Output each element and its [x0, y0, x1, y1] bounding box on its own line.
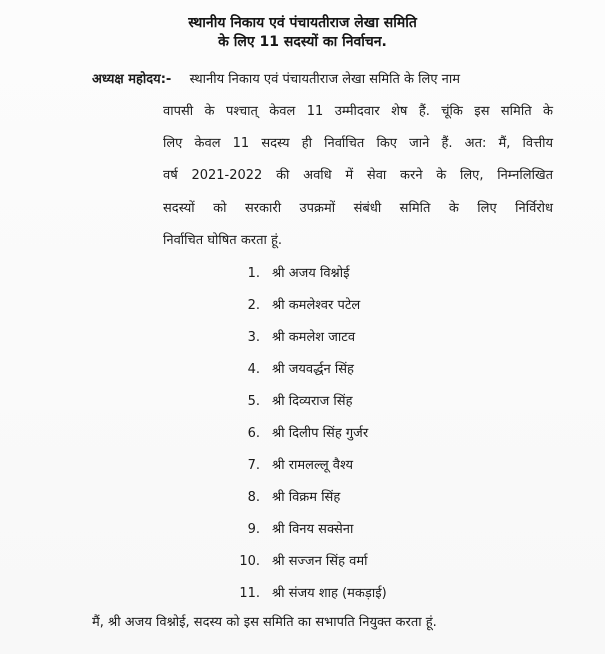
- list-item-number: 7.: [247, 458, 260, 473]
- list-item: [228, 393, 528, 425]
- member-name: श्री संजय शाह (मकड़ाई): [272, 586, 387, 601]
- document-title-line-2: के लिए 11 सदस्यों का निर्वाचन.: [218, 34, 387, 50]
- member-name: श्री विक्रम सिंह: [272, 490, 341, 505]
- list-item: [228, 489, 528, 521]
- member-name: श्री सज्जन सिंह वर्मा: [272, 554, 368, 569]
- list-item-number: 4.: [247, 362, 260, 377]
- paragraph-line-1-row: [92, 71, 460, 89]
- list-item-number: 3.: [247, 330, 260, 345]
- document-title-line-1: स्थानीय निकाय एवं पंचायतीराज लेखा समिति: [188, 15, 417, 31]
- list-item: [228, 265, 528, 297]
- list-item-number: 10.: [239, 554, 260, 569]
- list-item: [228, 553, 528, 585]
- member-list: [228, 265, 528, 617]
- member-name: श्री जयवर्द्धन सिंह: [272, 362, 354, 377]
- list-item-number: 2.: [247, 298, 260, 313]
- list-item: [228, 329, 528, 361]
- list-item: [228, 361, 528, 393]
- list-item-number: 9.: [247, 522, 260, 537]
- list-item-number: 1.: [247, 266, 260, 281]
- paragraph-line-3: लिए केवल 11 सदस्य ही निर्वाचित किए जाने हैं. अत: मैं, वित्तीय: [163, 136, 553, 151]
- list-item: [228, 297, 528, 329]
- paragraph-line-6: निर्वाचित घोषित करता हूं.: [163, 233, 283, 248]
- list-item: [228, 425, 528, 457]
- list-item-number: 8.: [247, 490, 260, 505]
- list-item: [228, 585, 528, 617]
- member-name: श्री कमलेश जाटव: [272, 330, 356, 345]
- speaker-label: अध्यक्ष महोदय:-: [92, 72, 172, 87]
- member-name: श्री कमलेश्वर पटेल: [272, 298, 361, 313]
- list-item: [228, 457, 528, 489]
- paragraph-line-4: वर्ष 2021-2022 की अवधि में सेवा करने के लिए, निम्नलिखित: [163, 168, 553, 183]
- paragraph-line-2: वापसी के पश्चात् केवल 11 उम्मीदवार शेष हैं. चूंकि इस समिति के: [163, 104, 553, 119]
- member-name: श्री दिलीप सिंह गुर्जर: [272, 426, 369, 441]
- list-item: [228, 521, 528, 553]
- paragraph-line-1: स्थानीय निकाय एवं पंचायतीराज लेखा समिति के लिए नाम: [189, 72, 461, 87]
- paragraph-line-5: सदस्यों को सरकारी उपक्रमों संबंधी समिति के लिए निर्विरोध: [163, 201, 553, 216]
- list-item-number: 6.: [247, 426, 260, 441]
- member-name: श्री रामलल्लू वैश्य: [272, 458, 354, 473]
- list-item-number: 11.: [239, 586, 260, 601]
- member-name: श्री दिव्यराज सिंह: [272, 394, 353, 409]
- member-name: श्री विनय सक्सेना: [272, 522, 354, 537]
- member-name: श्री अजय विश्नोई: [272, 266, 350, 281]
- list-item-number: 5.: [247, 394, 260, 409]
- closing-statement: मैं, श्री अजय विश्नोई, सदस्य को इस समिति का सभापति नियुक्त करता हूं.: [92, 615, 437, 630]
